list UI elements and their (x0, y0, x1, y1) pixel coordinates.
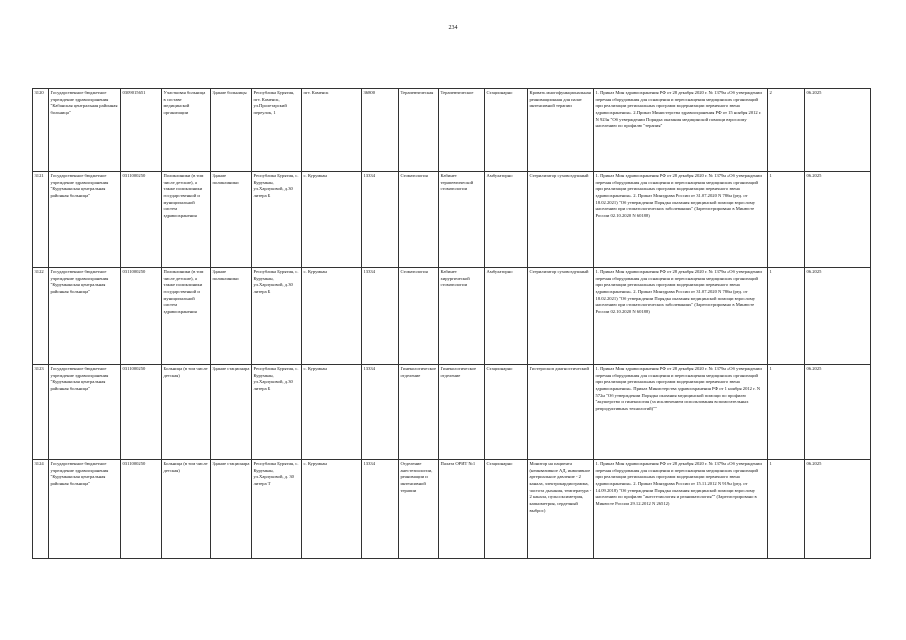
medical-profile: Терапевтическая (399, 89, 439, 172)
structural-unit: Больница (в том числе детская) (162, 365, 211, 460)
structural-unit: Участковая больница в составе медицинской организации (162, 89, 211, 172)
equipment-name: Стерилизатор суховоздушный (528, 172, 594, 268)
equipment-name: Стерилизатор суховоздушный (528, 268, 594, 365)
organization-inn: 0311000250 (121, 460, 162, 559)
locality-code: 13334 (362, 365, 399, 460)
delivery-date: 06.2025 (805, 268, 871, 365)
table-row (33, 460, 871, 559)
building-type: Здание стационара (211, 460, 252, 559)
legal-basis: 1. Приказ Мин здравоохранения РФ от 28 декабря 2020 г. № 1379н «Об утверждении перечня оборудования для оснащения и переоснащения медицинских организаций при реализации региональных программ модернизации первичного звена здравоохранения». 2. Приказ Минздрава России от 15.11.2012 N 919н (ред. от 14.09.2018) "Об утверждении Порядка оказания медицинской помощи взрослому населению по профилю "анестезиология и реаниматология"" (Зарегистрировано в Минюсте России 29.12.2012 N 26512) (594, 460, 768, 559)
locality-code: 36800 (362, 89, 399, 172)
quantity: 1 (768, 172, 805, 268)
locality-code: 13334 (362, 268, 399, 365)
medical-profile: Гинекологическое отделение (399, 365, 439, 460)
table-row (33, 365, 871, 460)
structural-unit: Поликлиники (в том числе детские), а также поликлиники государственной и муниципальной систем здравоохранения (162, 268, 211, 365)
delivery-date: 06.2025 (805, 365, 871, 460)
locality-code: 13334 (362, 172, 399, 268)
delivery-date: 06.2025 (805, 172, 871, 268)
care-type: Амбулаторно (485, 172, 528, 268)
organization-name: Государственное бюджетное учреждение здравоохранения "Курумканская центральная районная больница" (49, 172, 121, 268)
department: Кабинет хирургической стоматологии (439, 268, 485, 365)
structural-unit: Больница (в том числе детская) (162, 460, 211, 559)
building-type: Здание поликлиники (211, 172, 252, 268)
department: Кабинет терапевтической стоматологии (439, 172, 485, 268)
quantity: 1 (768, 460, 805, 559)
organization-name: Государственное бюджетное учреждение здравоохранения "Курумканская центральная районная больница" (49, 460, 121, 559)
legal-basis: 1. Приказ Мин здравоохранения РФ от 28 декабря 2020 г. № 1379н «Об утверждении перечня оборудования для оснащения и переоснащения медицинских организаций при реализации региональных программ модернизации первичного звена здравоохранения». 2. Приказ Минздрава России от 31.07.2020 N 786н (ред. от 18.02.2021) "Об утверждении Порядка оказания медицинской помощи взрослому населению при стоматологических заболеваниях" (Зарегистрировано в Минюсте России 02.10.2020 N 60188) (594, 172, 768, 268)
organization-inn: 0311000250 (121, 268, 162, 365)
locality: с. Курумкан (302, 268, 362, 365)
quantity: 1 (768, 268, 805, 365)
organization-inn: 0311000250 (121, 365, 162, 460)
legal-basis: 1. Приказ Мин здравоохранения РФ от 28 декабря 2020 г. № 1379н «Об утверждении перечня оборудования для оснащения и переоснащения медицинских организаций при реализации региональных программ модернизации первичного звена здравоохранения». Приказ Министерства здравоохранения РФ от 1 ноября 2012 г. N 572н "Об утверждении Порядка оказания медицинской помощи по профилю "акушерство и гинекология (за исключением использования вспомогательных репродуктивных технологий)"" (594, 365, 768, 460)
locality: с. Курумкан (302, 460, 362, 559)
organization-inn: 0311000250 (121, 172, 162, 268)
address: Республика Бурятия, с. Курумкан, ул.Харлуковой, д.30 литера Б (252, 268, 302, 365)
medical-profile: Стоматология (399, 268, 439, 365)
structural-unit: Поликлиники (в том числе детские), а также поликлиники государственной и муниципальной систем здравоохранения (162, 172, 211, 268)
organization-name: Государственное бюджетное учреждение здравоохранения "Курумканская центральная районная больница" (49, 268, 121, 365)
equipment-name: Кровать многофункциональная реанимационная для палат интенсивной терапии (528, 89, 594, 172)
row-number: 3121 (33, 172, 49, 268)
row-number: 3123 (33, 365, 49, 460)
table-row (33, 89, 871, 172)
row-number: 3120 (33, 89, 49, 172)
locality-code: 13334 (362, 460, 399, 559)
address: Республика Бурятия, с. Курумкан, ул.Харлуковой, д.30 литера Б (252, 172, 302, 268)
medical-profile: Отделение анестезиологии, реанимации и интенсивной терапии (399, 460, 439, 559)
organization-inn: 0309015651 (121, 89, 162, 172)
address: Республика Бурятия, с. Курумкан, ул.Харлуковой, д.30 литера Б (252, 365, 302, 460)
department: Палата ОРИТ №1 (439, 460, 485, 559)
care-type: Стационарно (485, 89, 528, 172)
organization-name: Государственное бюджетное учреждение здравоохранения "Курумканская центральная районная больница" (49, 365, 121, 460)
equipment-register-table (32, 88, 871, 559)
department: Гинекологическое отделение (439, 365, 485, 460)
table-row (33, 172, 871, 268)
legal-basis: 1. Приказ Мин здравоохранения РФ от 28 декабря 2020 г. № 1379н «Об утверждении перечня оборудования для оснащения и переоснащения медицинских организаций при реализации региональных программ модернизации первичного звена здравоохранения». 2.Приказ Министерства здравоохранения РФ от 15 ноября 2012 г. N 923н "Об утверждении Порядка оказания медицинской помощи взрослому населению по профилю "терапия" (594, 89, 768, 172)
row-number: 3122 (33, 268, 49, 365)
care-type: Стационарно (485, 460, 528, 559)
delivery-date: 06.2025 (805, 460, 871, 559)
locality: пгт. Каменск (302, 89, 362, 172)
building-type: Здание больницы (211, 89, 252, 172)
legal-basis: 1. Приказ Мин здравоохранения РФ от 28 декабря 2020 г. № 1379н «Об утверждении перечня оборудования для оснащения и переоснащения медицинских организаций при реализации региональных программ модернизации первичного звена здравоохранения». 2. Приказ Минздрава России от 31.07.2020 N 786н (ред. от 18.02.2021) "Об утверждении Порядка оказания медицинской помощи взрослому населению при стоматологических заболеваниях" (Зарегистрировано в Минюсте России 02.10.2020 N 60188) (594, 268, 768, 365)
address: Республика Бурятия, пгт. Каменск, ул.Пролетарский переулок, 1 (252, 89, 302, 172)
care-type: Стационарно (485, 365, 528, 460)
delivery-date: 06.2025 (805, 89, 871, 172)
organization-name: Государственное бюджетное учреждение здравоохранения "Кабанская центральная районная больница" (49, 89, 121, 172)
building-type: Здание поликлиники (211, 268, 252, 365)
locality: с. Курумкан (302, 172, 362, 268)
quantity: 1 (768, 365, 805, 460)
department: Терапевтическое (439, 89, 485, 172)
equipment-name: Гистероскоп диагностический (528, 365, 594, 460)
equipment-name: Монитор на пациента (неинвазивное АД, инвазивное артериальное давление - 2 канала, электрокардиограмма, частота дыхания, температура - 2 канала, пульсоксиметрия, капнометрия, сердечный выброс) (528, 460, 594, 559)
building-type: Здание стационара (211, 365, 252, 460)
page-number: 234 (448, 25, 458, 31)
care-type: Амбулаторно (485, 268, 528, 365)
medical-profile: Стоматология (399, 172, 439, 268)
table-row (33, 268, 871, 365)
quantity: 2 (768, 89, 805, 172)
row-number: 3124 (33, 460, 49, 559)
locality: с. Курумкан (302, 365, 362, 460)
address: Республика Бурятия, с. Курумкан, ул.Харлуковой, д. 30 литера Т (252, 460, 302, 559)
